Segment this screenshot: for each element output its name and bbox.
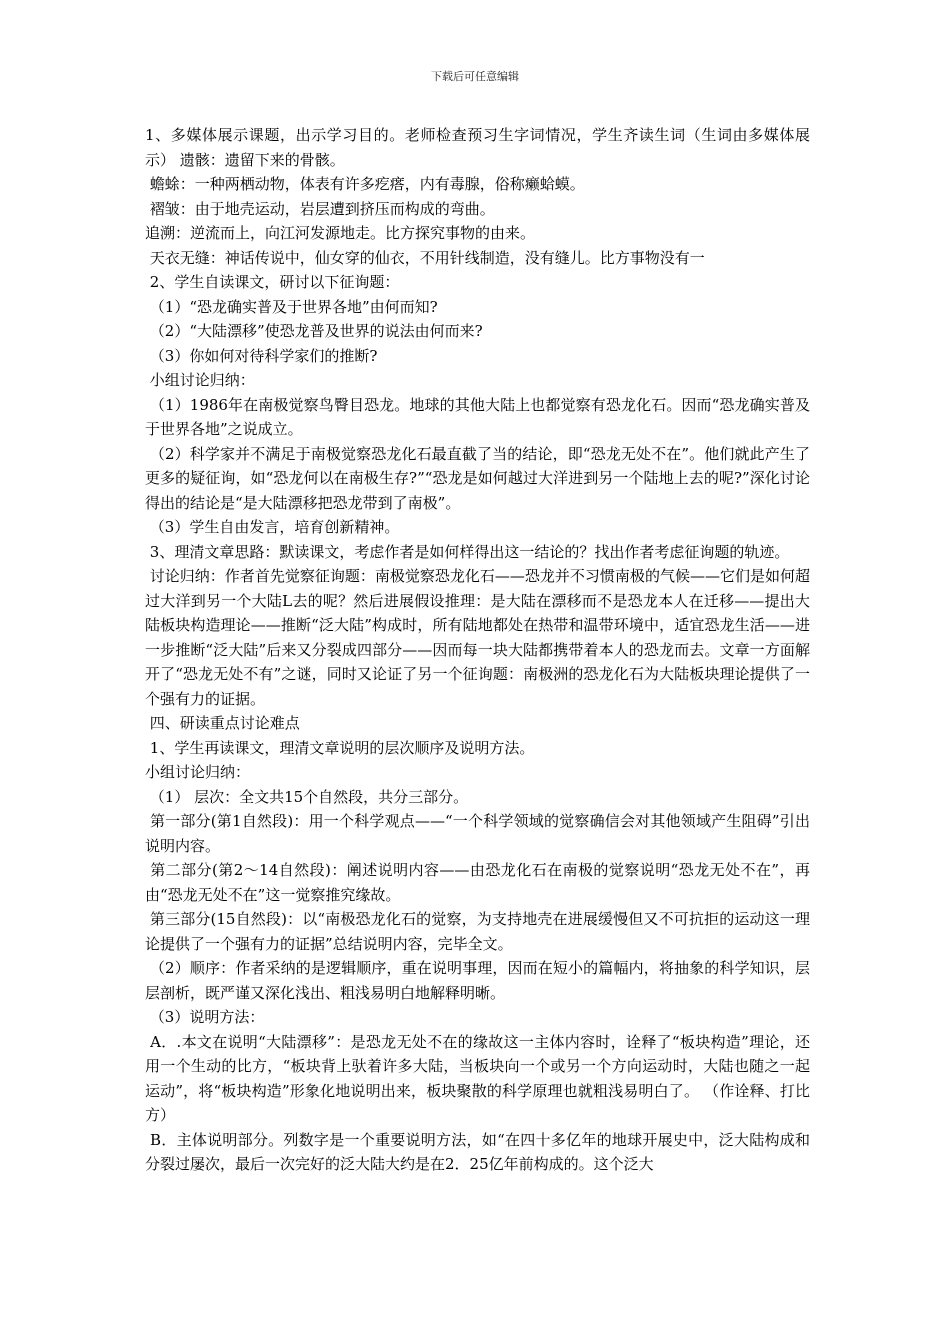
paragraph: 2、学生自读课文，研讨以下征询题： [145, 273, 400, 291]
paragraph: （2）顺序：作者采纳的是逻辑顺序，重在说明事理，因而在短小的篇幅内，将抽象的科学知识，层层剖析，既严谨又深化浅出、粗浅易明白地解释明晰。 [145, 959, 810, 1002]
paragraph: 第三部分(15自然段)：以“南极恐龙化石的觉察，为支持地壳在进展缓慢但又不可抗拒的运动这一理论提供了一个强有力的证据”总结说明内容，完毕全文。 [145, 910, 810, 953]
paragraph: 小组讨论归纳： [145, 371, 255, 389]
paragraph: （3）说明方法： [145, 1008, 265, 1026]
paragraph: 追溯：逆流而上，向江河发源地走。比方探究事物的由来。 [145, 224, 536, 242]
section-heading: 四、研读重点讨论难点 [145, 714, 300, 732]
paragraph: 第一部分(第1自然段)：用一个科学观点——“一个科学领域的觉察确信会对其他领域产生阻碍”引出说明内容。 [145, 812, 810, 855]
paragraph: （2）科学家并不满足于南极觉察恐龙化石最直截了当的结论，即“恐龙无处不在”。他们就此产生了更多的疑征询，如“恐龙何以在南极生存?”“恐龙是如何越过大洋进到另一个陆地上去的呢?”深化讨论得出的结论是“是大陆漂移把恐龙带到了南极”。 [145, 444, 810, 512]
body-text [145, 123, 810, 1177]
paragraph: （3）学生自由发言，培育创新精神。 [145, 518, 400, 536]
paragraph: 小组讨论归纳： [145, 763, 251, 781]
paragraph: 讨论归纳：作者首先觉察征询题：南极觉察恐龙化石——恐龙并不习惯南极的气候——它们是如何超过大洋到另一个大陆L去的呢？然后进展假设推理：是大陆在漂移而不是恐龙本人在迁移——提出大陆板块构造理论——推断“泛大陆”构成时，所有陆地都处在热带和温带环境中，适宜恐龙生活——进一步推断“泛大陆”后来又分裂成四部分——因而每一块大陆都携带着本人的恐龙而去。文章一方面解开了“恐龙无处不有”之谜，同时又论证了另一个征询题：南极洲的恐龙化石为大陆板块理论提供了一个强有力的证据。 [145, 567, 810, 708]
paragraph: 1、学生再读课文，理清文章说明的层次顺序及说明方法。 [145, 738, 535, 757]
paragraph: 蟾蜍：一种两栖动物，体表有许多疙瘩，内有毒腺，俗称癞蛤蟆。 [145, 175, 585, 193]
paragraph: 1、多媒体展示课题，出示学习目的。老师检查预习生字词情况，学生齐读生词（生词由多媒体展示） 遗骸：遗留下来的骨骸。 [145, 126, 810, 169]
page-header: 下载后可任意编辑 [431, 70, 519, 83]
paragraph: 第二部分(第2～14自然段)：阐述说明内容——由恐龙化石在南极的觉察说明“恐龙无处不在”，再由“恐龙无处不在”这一觉察推究缘故。 [145, 861, 810, 904]
paragraph: 3、理清文章思路：默读课文，考虑作者是如何样得出这一结论的？找出作者考虑征询题的轨迹。 [145, 542, 790, 561]
paragraph: （1）“恐龙确实普及于世界各地”由何而知? [145, 297, 438, 316]
paragraph: 褶皱：由于地壳运动，岩层遭到挤压而构成的弯曲。 [145, 199, 495, 218]
paragraph: （1） 层次：全文共15个自然段，共分三部分。 [145, 787, 469, 806]
paragraph: A．.本文在说明“大陆漂移”：是恐龙无处不在的缘故这一主体内容时，诠释了“板块构造”理论，还用一个生动的比方，“板块背上驮着许多大陆，当板块向一个或另一个方向运动时，大陆也随之一起运动”，将“板块构造”形象化地说明出来，板块聚散的科学原理也就粗浅易明白了。 （作诠释、打比方） [145, 1032, 810, 1124]
paragraph: 天衣无缝：神话传说中，仙女穿的仙衣，不用针线制造，没有缝儿。比方事物没有一 [145, 248, 705, 267]
paragraph: （1）1986年在南极觉察鸟臀目恐龙。地球的其他大陆上也都觉察有恐龙化石。因而“恐龙确实普及于世界各地”之说成立。 [145, 395, 810, 438]
paragraph: （3）你如何对待科学家们的推断? [145, 346, 378, 365]
paragraph: B．主体说明部分。列数字是一个重要说明方法，如“在四十多亿年的地球开展史中，泛大陆构成和分裂过屡次，最后一次完好的泛大陆大约是在2．25亿年前构成的。这个泛大 [145, 1130, 810, 1173]
paragraph: （2）“大陆漂移”使恐龙普及世界的说法由何而来? [145, 322, 483, 340]
